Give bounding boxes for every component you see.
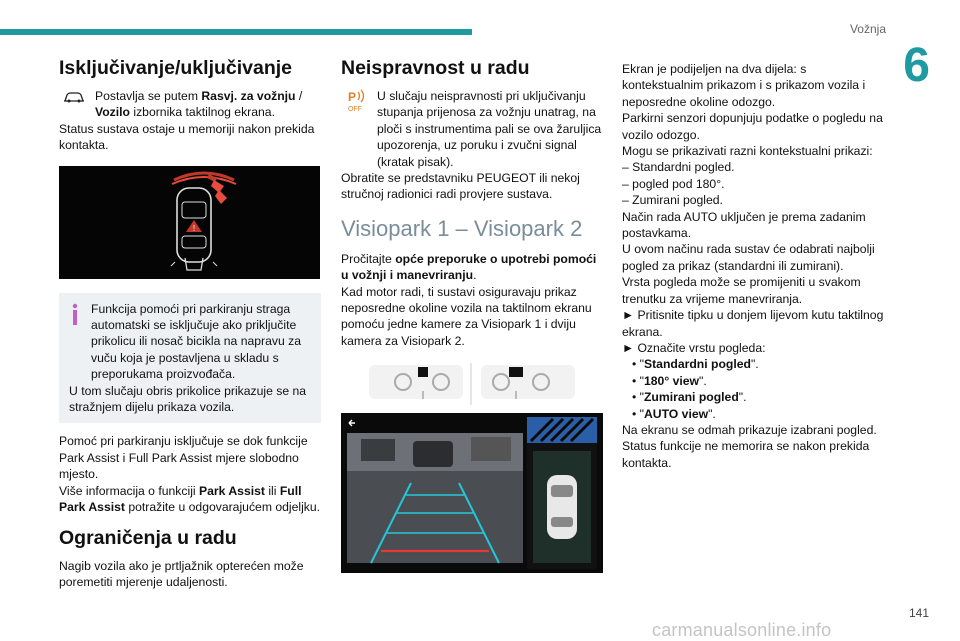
- watermark: carmanualsonline.info: [652, 620, 832, 640]
- heading-limits: Ograničenja u radu: [59, 526, 237, 549]
- svg-text:!: !: [192, 223, 196, 233]
- col3-line-1: Ekran je podijeljen na dva dijela: s kontekstualnim prikazom i s prikazom vozila i neposredne okoline odozgo.: [622, 62, 866, 109]
- visiopark2-icon: [481, 365, 575, 399]
- col3-tail-2: Status funkcije ne memorira se nakon prekida kontakta.: [622, 439, 870, 470]
- parking-warning-icon: [345, 88, 371, 118]
- memory-text: Status sustava ostaje u memoriji nakon prekida kontakta.: [59, 121, 315, 153]
- more-info-text: Više informacija o funkciji Park Assist ili Full Park Assist potražite u odgovarajućem odjeljku.: [59, 483, 321, 515]
- heading-visiopark: Visiopark 1 – Visiopark 2: [341, 215, 583, 241]
- col3-line-9: Vrsta pogleda može se promijeniti u svakom trenutku za vrijeme manevriranja.: [622, 275, 861, 306]
- col3-tail-1: Na ekranu se odmah prikazuje izabrani pogled.: [622, 422, 877, 437]
- col3-line-2: Parkirni senzori dopunjuju podatke o pogledu na vozilo odozgo.: [622, 111, 883, 142]
- fault-paragraph: P OFF U slučaju neispravnosti pri uključivanju stupanja prijenosa za vožnju unatrag, na ploči s instrumentima pali se ova žaruljica upozorenja, uz poruku i zvučni signal (kratak pisak).: [341, 88, 603, 170]
- col3-line-6: – Zumirani pogled.: [622, 193, 723, 208]
- camera-icons-figure: [341, 357, 603, 411]
- section-name: Vožnja: [849, 22, 886, 36]
- col3-line-11: ► Označite vrstu pogleda:: [622, 340, 766, 355]
- rear-sensor-figure: [59, 166, 320, 279]
- read-recommendations: Pročitajte opće preporuke o upotrebi pomoći u vožnji i manevriranju.: [341, 251, 597, 283]
- col3-line-4: – Standardni pogled.: [622, 160, 735, 175]
- col3-line-8: U ovom načinu rada sustav će odabrati najbolji pogled za prikaz (standardni ili zumirani).: [622, 242, 875, 273]
- info-icon: [71, 303, 79, 325]
- menu-paragraph: Postavlja se putem Rasvj. za vožnju / Vozilo izbornika taktilnog ekrana.: [59, 88, 321, 121]
- col3-line-5: – pogled pod 180°.: [622, 176, 725, 191]
- chapter-number: 6: [903, 39, 930, 92]
- header-bar: [0, 29, 472, 35]
- park-assist-text: Pomoć pri parkiranju isključuje se dok funkcije Park Assist i Full Park Assist mjere slobodno mjesto.: [59, 434, 308, 482]
- column-3: [622, 61, 888, 471]
- view-option-auto: • "AUTO view".: [632, 406, 716, 421]
- visiopark1-icon: [369, 365, 463, 399]
- page-number: 141: [908, 606, 929, 620]
- view-option-standard: • "Standardni pogled".: [632, 357, 759, 372]
- svg-text:OFF: OFF: [348, 106, 362, 113]
- heading-switch: Isključivanje/uključivanje: [59, 57, 293, 79]
- trailer-note: Funkcija pomoći pri parkiranju straga automatski se isključuje ako priključite prikolicu ili nosač bicikla na napravu za vuču koja je postavljena u skladu s preporukama proizvođača. U tom slučaju obris prikolice prikazuje se na stražnjem dijelu prikaza vozila.: [59, 293, 321, 424]
- column-1: [59, 56, 321, 590]
- col3-line-7: Način rada AUTO uključen je prema zadanim postavkama.: [622, 209, 866, 241]
- service-text: Obratite se predstavniku PEUGEOT ili nekoj stručnoj radionici radi provjere sustava.: [341, 171, 580, 202]
- limits-text: Nagib vozila ako je prtljažnik opterećen može poremetiti mjerenje udaljenosti.: [59, 558, 304, 589]
- col3-line-10: ► Pritisnite tipku u donjem lijevom kutu taktilnog ekrana.: [622, 308, 884, 339]
- view-option-180: • "180° view".: [632, 373, 707, 388]
- view-option-zoom: • "Zumirani pogled".: [632, 390, 747, 405]
- svg-text:P: P: [348, 90, 357, 104]
- camera-screen-figure: [341, 413, 603, 573]
- visiopark-text: Kad motor radi, ti sustavi osiguravaju prikaz neposredne okoline vozila na taktilnom ekranu pomoću jedne kamere za Visiopark 1 i dviju kamera za Visiopark 2.: [341, 284, 592, 348]
- col3-line-3: Mogu se prikazivati razni kontekstualni prikazi:: [622, 144, 873, 159]
- heading-fault: Neispravnost u radu: [341, 57, 530, 79]
- column-2: [341, 56, 603, 573]
- car-menu-icon: [63, 90, 85, 108]
